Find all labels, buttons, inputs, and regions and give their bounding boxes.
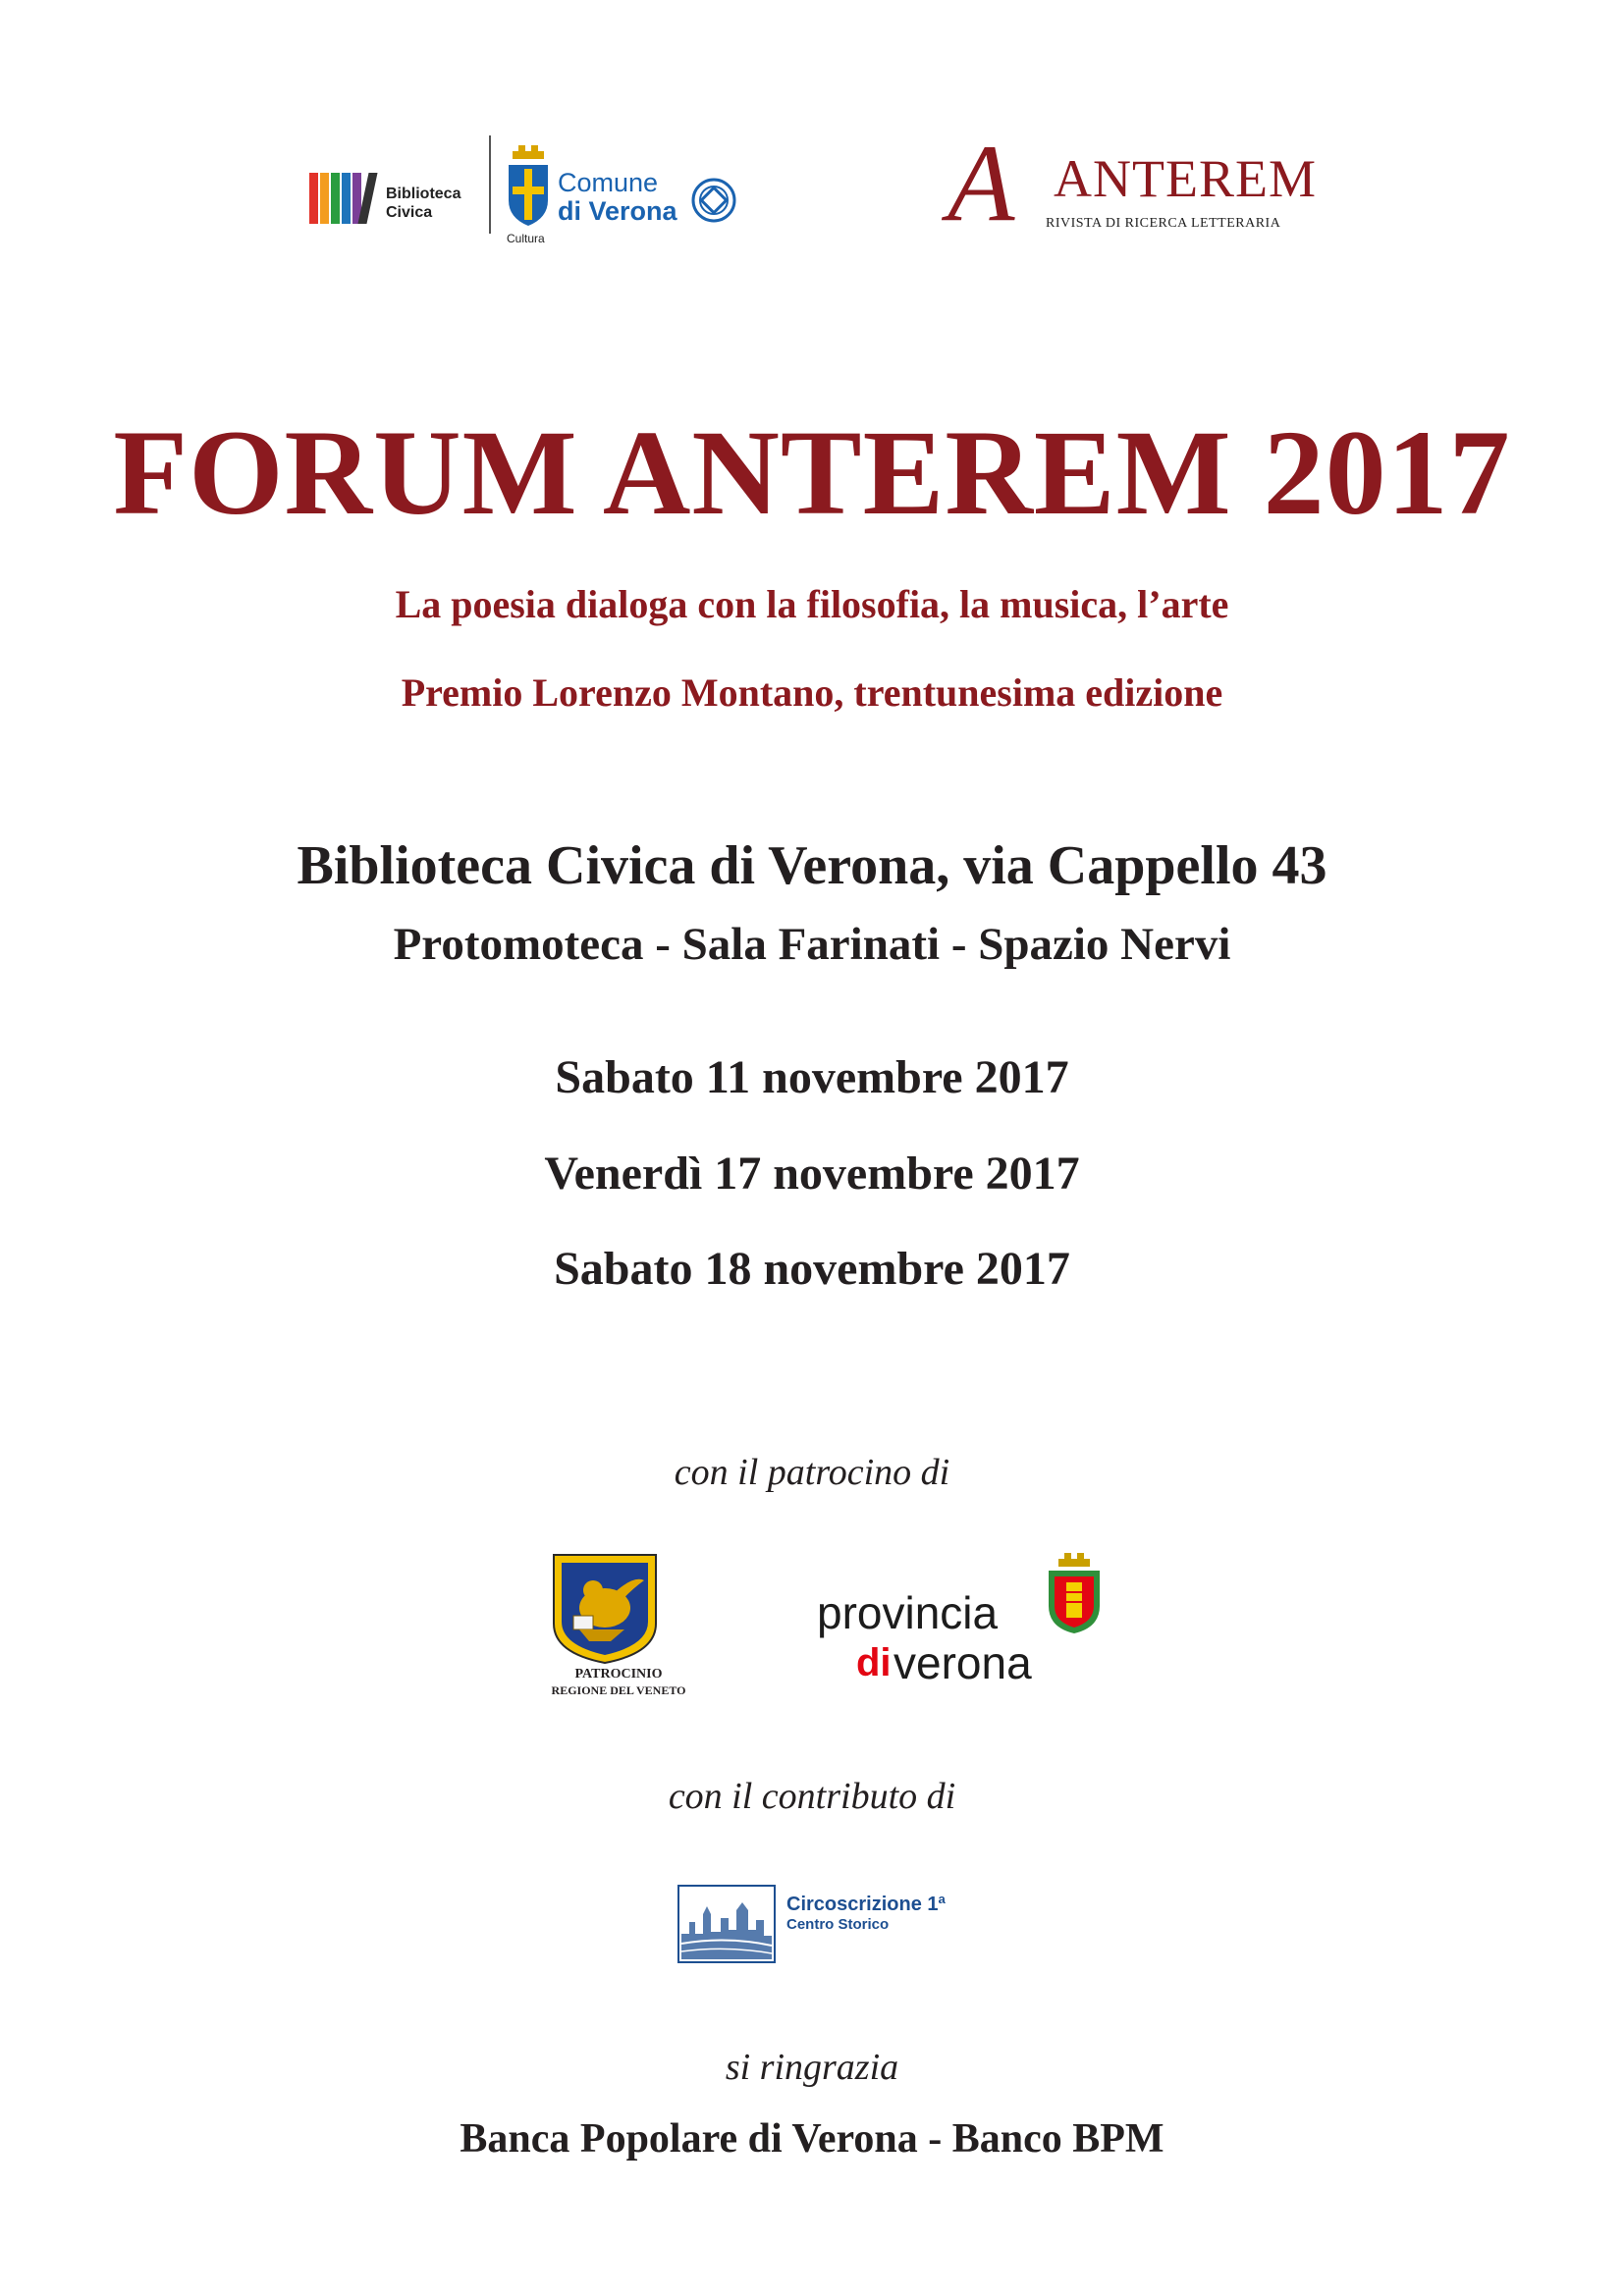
- biblioteca-logo-text: Biblioteca Civica: [386, 186, 461, 221]
- verona-crest-icon: [507, 143, 550, 228]
- anterem-logo-name: ANTEREM: [1054, 149, 1317, 208]
- provincia-crest-icon: [1045, 1551, 1104, 1635]
- comune-logo-text: Comune di Verona: [558, 168, 677, 226]
- anterem-logo-initial: A: [947, 123, 1015, 244]
- patronage-label: con il patrocino di: [674, 1452, 950, 1493]
- venue-address: Biblioteca Civica di Verona, via Cappello 43: [297, 835, 1327, 896]
- logo-divider: [489, 135, 491, 234]
- event-date-3: Sabato 18 novembre 2017: [554, 1243, 1070, 1295]
- provincia-logo-word: provincia: [817, 1587, 999, 1638]
- subtitle-2: Premio Lorenzo Montano, trentunesima edizione: [401, 670, 1223, 715]
- city-skyline-icon: [677, 1885, 776, 1963]
- provincia-logo-di: di: [856, 1641, 892, 1684]
- regione-veneto-logo: [530, 1551, 707, 1700]
- subtitle-1: La poesia dialoga con la filosofia, la musica, l’arte: [395, 582, 1229, 626]
- anterem-logo: [947, 123, 1330, 245]
- provincia-logo-city: verona: [893, 1637, 1032, 1688]
- provincia-verona-logo: [817, 1551, 1121, 1688]
- circoscrizione-sub: Centro Storico: [786, 1916, 890, 1933]
- contribution-label: con il contributo di: [668, 1776, 956, 1817]
- event-date-2: Venerdì 17 novembre 2017: [544, 1148, 1080, 1200]
- thanks-label: si ringrazia: [725, 2047, 899, 2088]
- venue-rooms: Protomoteca - Sala Farinati - Spazio Nervi: [393, 919, 1231, 970]
- event-date-1: Sabato 11 novembre 2017: [555, 1051, 1069, 1103]
- page-title: FORUM ANTEREM 2017: [113, 405, 1511, 540]
- lion-shield-icon: [550, 1551, 660, 1665]
- unesco-icon: [690, 177, 737, 224]
- circoscrizione-name: Circoscrizione 1ª: [786, 1894, 946, 1915]
- regione-veneto-text: PATROCINIO REGIONE DEL VENETO: [551, 1667, 686, 1697]
- comune-logo-subtext: Cultura: [507, 232, 545, 245]
- anterem-logo-tagline: RIVISTA DI RICERCA LETTERARIA: [1046, 216, 1281, 231]
- circoscrizione-logo: [677, 1885, 972, 1967]
- biblioteca-comune-logo: [309, 135, 751, 251]
- thanks-sponsor: Banca Popolare di Verona - Banco BPM: [460, 2116, 1164, 2162]
